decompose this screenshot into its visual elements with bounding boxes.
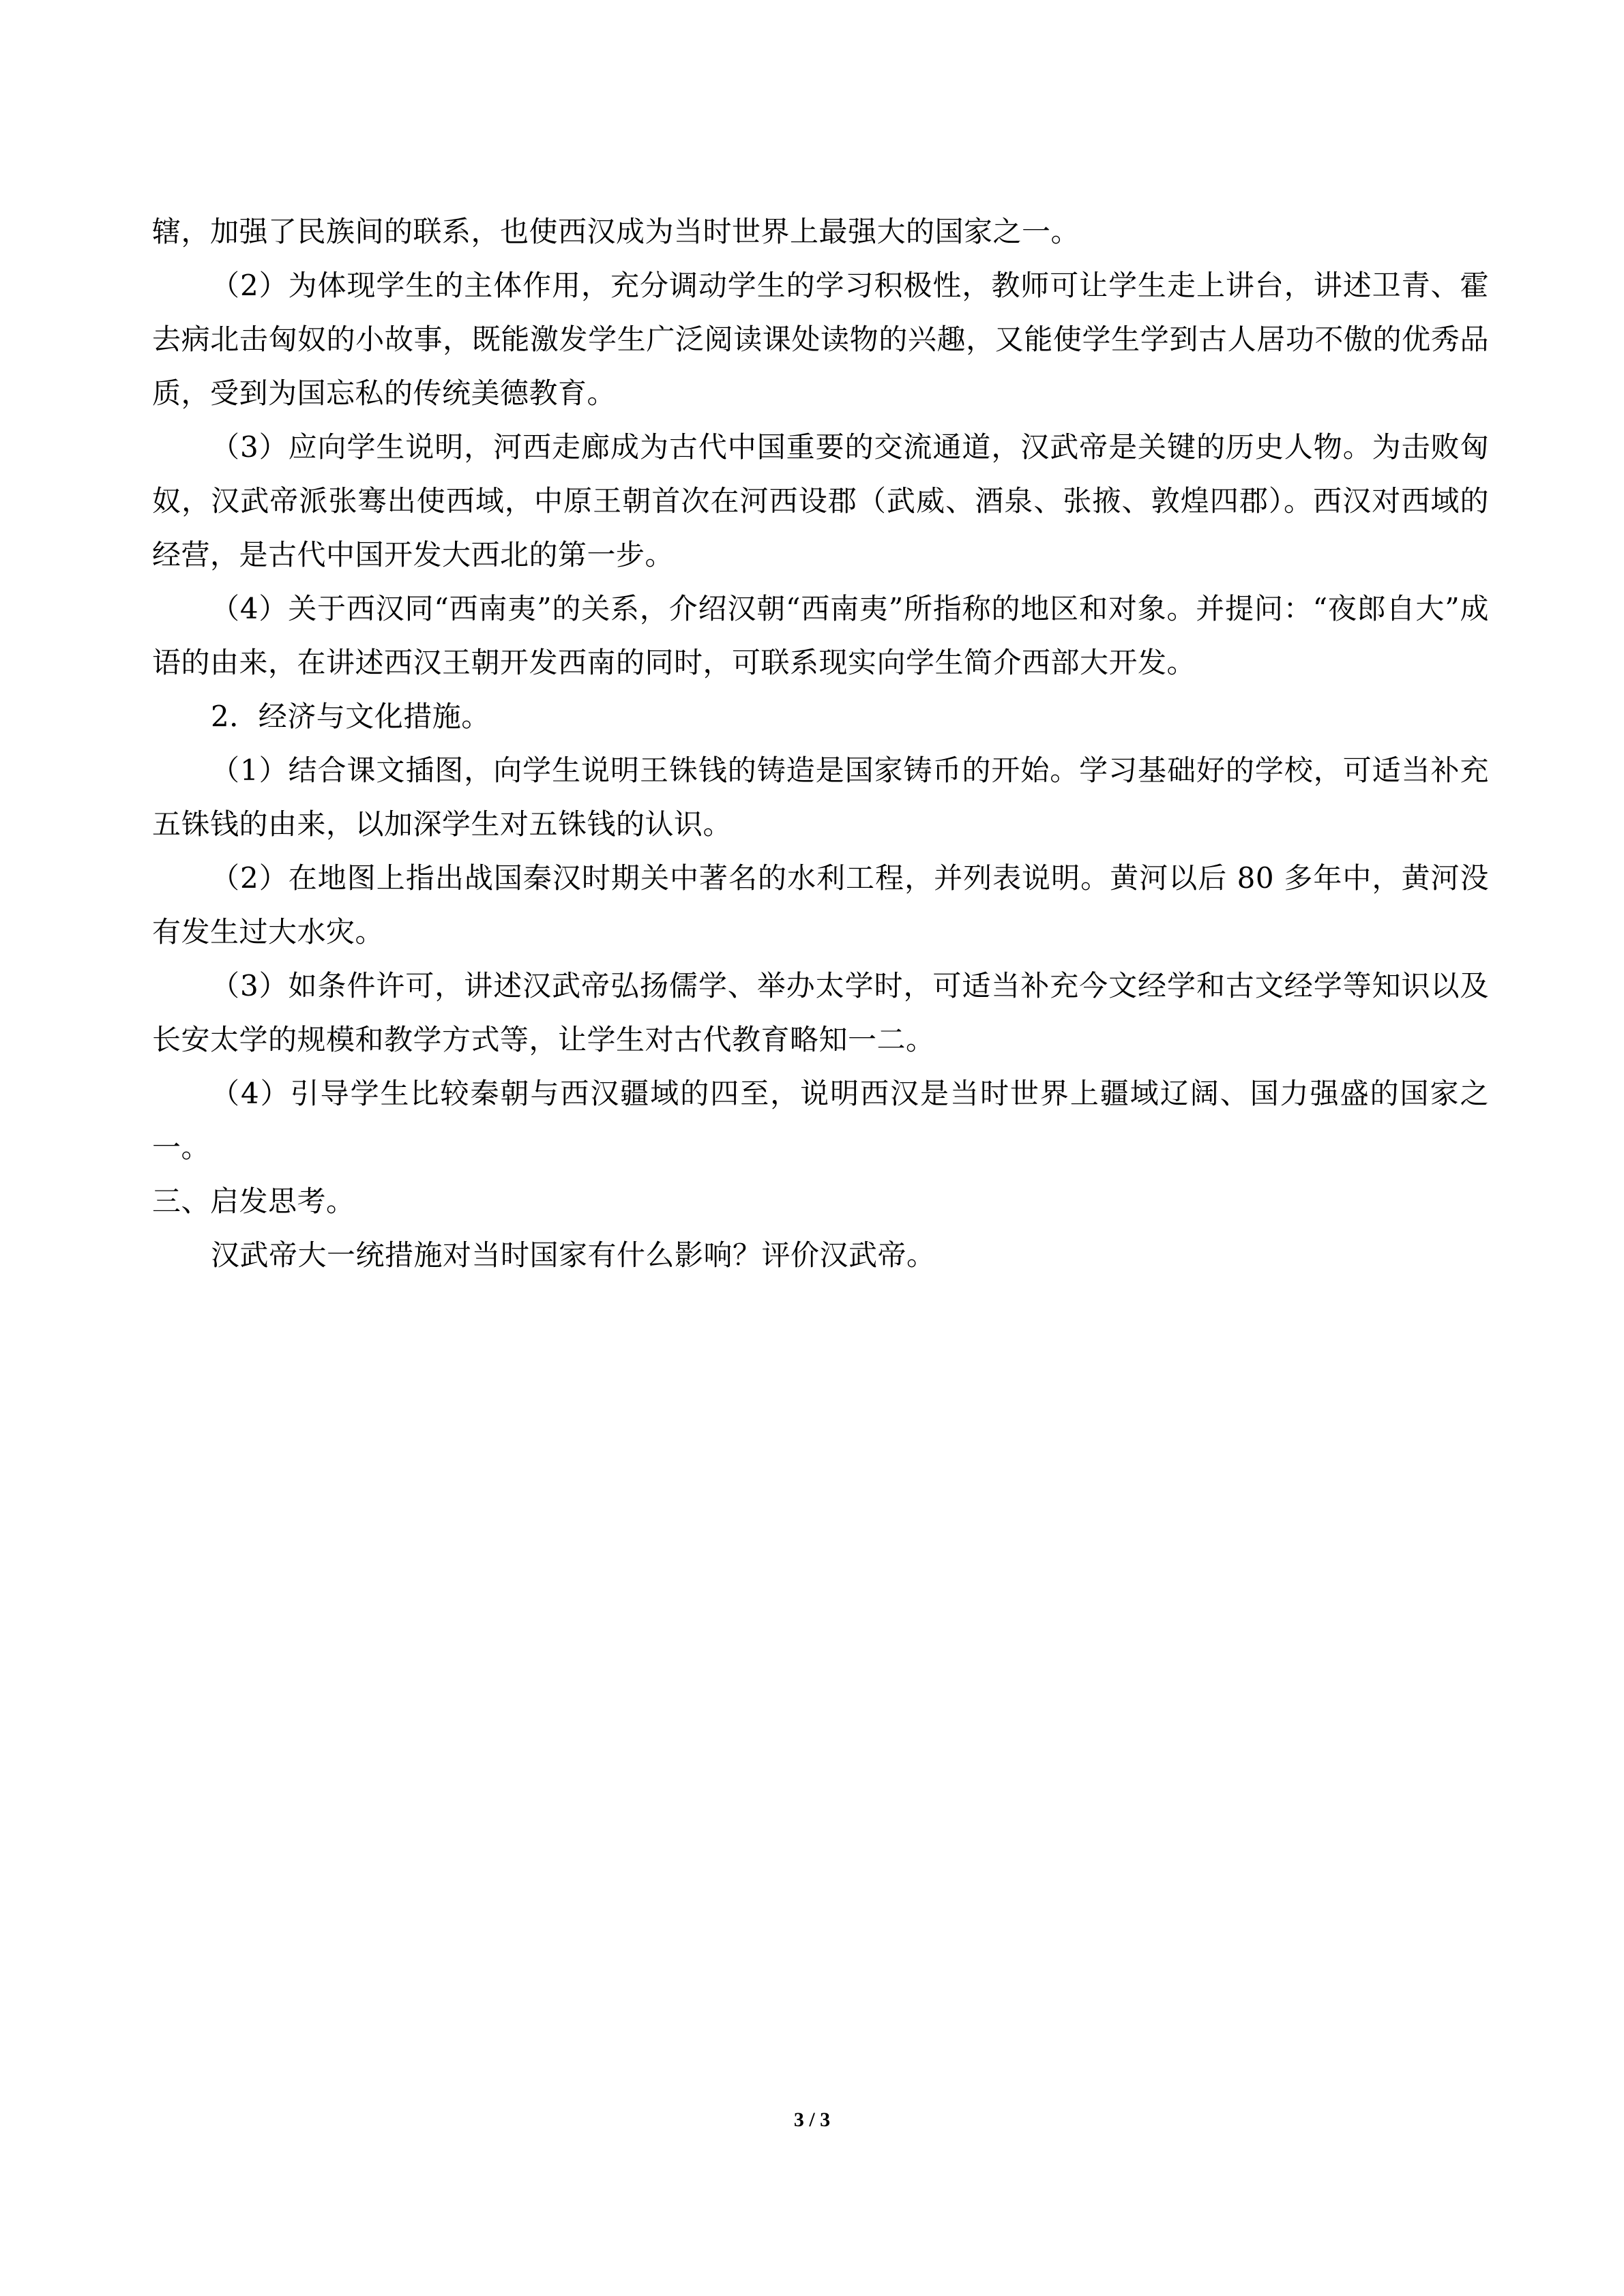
paragraph-item-4-territory: （4）引导学生比较秦朝与西汉疆域的四至，说明西汉是当时世界上疆域辽阔、国力强盛的国家之一。 [152,1077,1489,1164]
paragraph-item-3-hexi-corridor: （3）应向学生说明，河西走廊成为古代中国重要的交流通道，汉武帝是关键的历史人物。为击败匈奴，汉武帝派张骞出使西域，中原王朝首次在河西设郡（武威、酒泉、张掖、敦煌四郡）。西汉对西域的经营，是古代中国开发大西北的第一步。 [152,430,1489,571]
section-heading-reflection: 三、启发思考。 [152,1184,355,1218]
document-body [152,205,1489,1282]
paragraph-item-4-southwest-yi: （4）关于西汉同“西南夷”的关系，介绍汉朝“西南夷”所指称的地区和对象。并提问：“夜郎自大”成语的由来，在讲述西汉王朝开发西南的同时，可联系现实向学生简介西部大开发。 [152,592,1489,679]
section-heading-economy-culture: 2．经济与文化措施。 [211,700,490,733]
paragraph-continuation: 辖，加强了民族间的联系，也使西汉成为当时世界上最强大的国家之一。 [152,215,1080,248]
paragraph-item-2-student-role: （2）为体现学生的主体作用，充分调动学生的学习积极性，教师可让学生走上讲台，讲述卫青、霍去病北击匈奴的小故事，既能激发学生广泛阅读课处读物的兴趣，又能使学生学到古人居功不傲的优秀品质，受到为国忘私的传统美德教育。 [152,269,1489,410]
page-number: 3 / 3 [793,2108,831,2131]
paragraph-item-1-coinage: （1）结合课文插图，向学生说明王铢钱的铸造是国家铸币的开始。学习基础好的学校，可适当补充五铢钱的由来，以加深学生对五铢钱的认识。 [152,754,1489,841]
paragraph-item-2-water-projects: （2）在地图上指出战国秦汉时期关中著名的水利工程，并列表说明。黄河以后 80 多年中，黄河没有发生过大水灾。 [152,861,1489,949]
paragraph-reflection-question: 汉武帝大一统措施对当时国家有什么影响？评价汉武帝。 [211,1238,936,1272]
paragraph-item-3-confucianism: （3）如条件许可，讲述汉武帝弘扬儒学、举办太学时，可适当补充今文经学和古文经学等知识以及长安太学的规模和教学方式等，让学生对古代教育略知一二。 [152,969,1489,1056]
